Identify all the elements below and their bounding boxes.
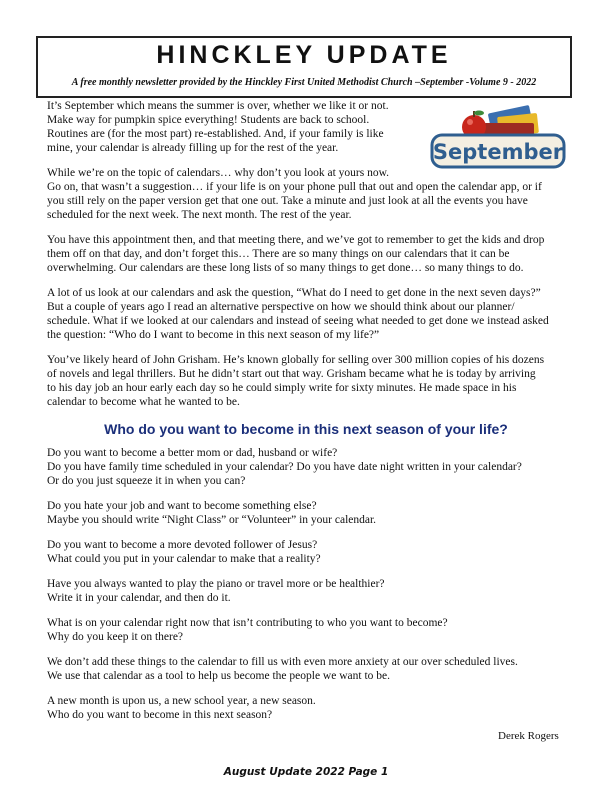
section-heading: Who do you want to become in this next season of your life? [104,421,508,437]
question-group-3 [47,538,572,566]
page-footer: August Update 2022 Page 1 [223,766,389,778]
text-line: Why do you keep it on there? [47,631,184,643]
article-body [47,99,572,420]
question-list [47,446,572,733]
question-group-1 [47,446,572,488]
text-line: We use that calendar as a tool to help us become the people we want to be. [47,670,390,682]
text-line: Or do you just squeeze it in when you can? [47,475,246,487]
text-line: you still rely on the paper version get that one out. Take a minute and just look at all the events you have [47,195,528,207]
text-line: Do you have family time scheduled in your calendar? Do you have date night written in your calendar? [47,461,522,473]
text-line: scheduled for the next week. The next month. The rest of the year. [47,209,352,221]
author-signature: Derek Rogers [498,730,559,742]
newsletter-title: HINCKLEY UPDATE [156,41,452,69]
text-line: Do you hate your job and want to become something else? [47,500,317,512]
masthead [36,36,572,98]
text-line: A lot of us look at our calendars and ask the question, “What do I need to get done in the next seven days?” [47,287,541,299]
text-line: Do you want to become a better mom or dad, husband or wife? [47,447,338,459]
text-line: Have you always wanted to play the piano or travel more or be healthier? [47,578,385,590]
question-group-6 [47,655,572,683]
september-label: September [432,140,564,164]
text-line: You have this appointment then, and that meeting there, and we’ve got to remember to get the kids and drop [47,234,545,246]
text-line: mine, your calendar is already filling up for the rest of the year. [47,142,339,154]
text-line: the question: “Who do I want to become in this next season of my life?” [47,329,380,341]
text-line: Write it in your calendar, and then do it. [47,592,231,604]
text-line: What is on your calendar right now that isn’t contributing to who you want to become? [47,617,448,629]
paragraph-5 [47,353,572,409]
text-line: of novels and legal thrillers. But he didn’t start out that way. Grisham became what he is today by arriving [47,368,536,380]
question-group-4 [47,577,572,605]
text-line: to his day job an hour early each day so he could simply write for sixty minutes. He made space in his [47,382,517,394]
text-line: overwhelming. Our calendars are these long lists of so many things to get done… so many things to do. [47,262,524,274]
text-line: But a couple of years ago I read an alternative perspective on how we should think about our planner/ [47,301,515,313]
text-line: A new month is upon us, a new school year, a new season. [47,695,316,707]
text-line: Who do you want to become in this next season? [47,709,273,721]
paragraph-1 [47,99,572,155]
text-line: What could you put in your calendar to make that a reality? [47,553,321,565]
text-line: Maybe you should write “Night Class” or “Volunteer” in your calendar. [47,514,377,526]
paragraph-4 [47,286,572,342]
text-line: calendar to become what he wanted to be. [47,396,240,408]
paragraph-3 [47,233,572,275]
paragraph-2 [47,166,572,222]
text-line: It’s September which means the summer is over, whether we like it or not. [47,100,389,112]
text-line: While we’re on the topic of calendars… why don’t you look at yours now. [47,167,390,179]
text-line: Routines are (for the most part) re-established. And, if your family is like [47,128,384,140]
question-group-2 [47,499,572,527]
text-line: We don’t add these things to the calendar to fill us with even more anxiety at our over scheduled lives. [47,656,518,668]
question-group-7 [47,694,572,722]
text-line: Go on, that wasn’t a suggestion… if your life is on your phone pull that out and open the calendar app, or if [47,181,542,193]
text-line: Do you want to become a more devoted follower of Jesus? [47,539,318,551]
text-line: schedule. What if we looked at our calendars and instead of seeing what needed to get done we instead asked [47,315,549,327]
question-group-5 [47,616,572,644]
text-line: You’ve likely heard of John Grisham. He’s known globally for selling over 300 million copies of his dozens [47,354,545,366]
text-line: Make way for pumpkin spice everything! Students are back to school. [47,114,370,126]
text-line: them off on that day, and don’t forget this… There are so many things on our calendars that it can be [47,248,510,260]
newsletter-subtitle: A free monthly newsletter provided by the Hinckley First United Methodist Church –September -Volume 9 - 2022 [71,77,537,88]
